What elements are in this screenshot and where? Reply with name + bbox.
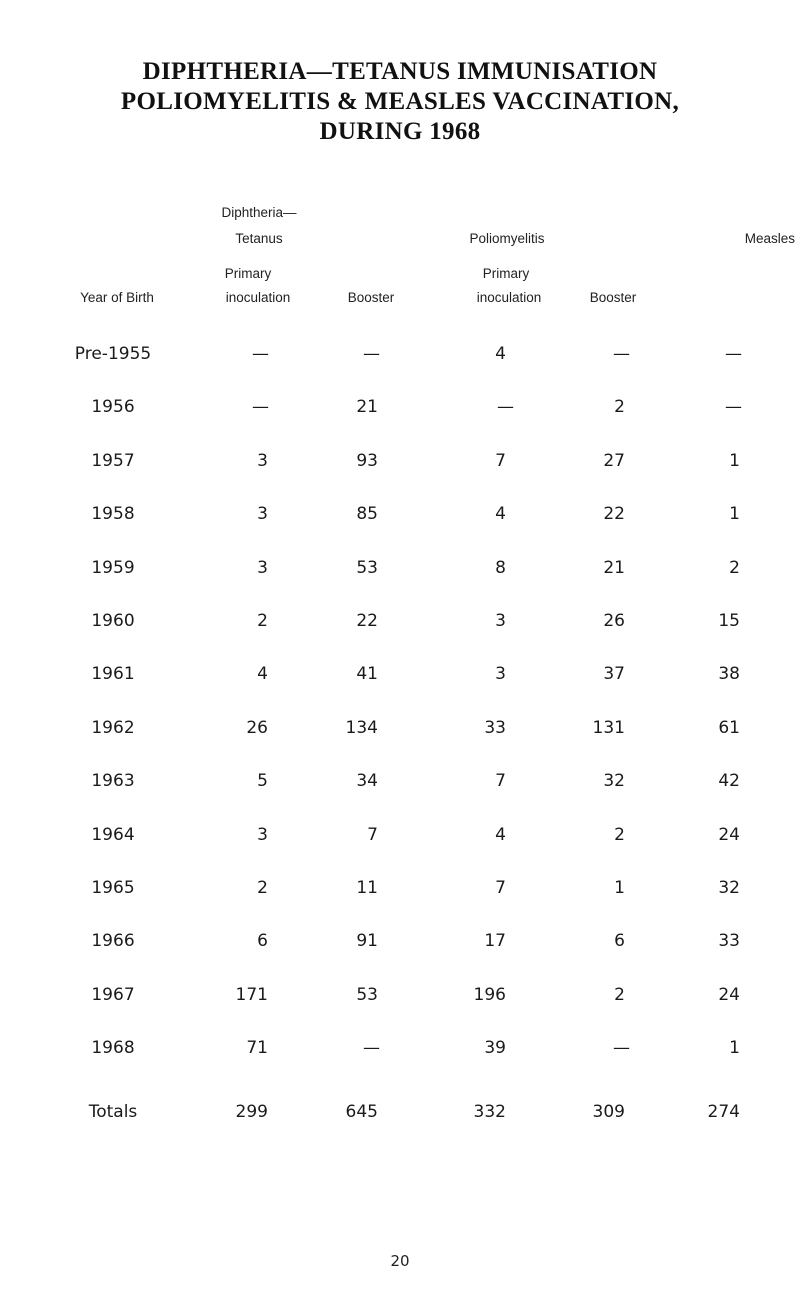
page-number: 20	[390, 1252, 410, 1270]
cell-polio-primary: 7	[495, 451, 506, 471]
cell-polio-booster: —	[613, 1038, 630, 1058]
cell-dt-booster: 91	[356, 931, 378, 951]
cell-polio-booster: 2	[614, 825, 625, 845]
cell-year: 1968	[91, 1038, 135, 1058]
cell-polio-primary: 3	[495, 664, 506, 684]
cell-polio-booster: 26	[603, 611, 625, 631]
cell-dt-primary: 3	[257, 451, 268, 471]
cell-dt-primary: 3	[257, 825, 268, 845]
cell-dt-primary: 71	[246, 1038, 268, 1058]
totals-row	[0, 1102, 800, 1132]
table-row	[0, 878, 800, 908]
title-line-1: DIPHTHERIA—TETANUS IMMUNISATION	[142, 58, 658, 85]
table-row	[0, 1038, 800, 1068]
cell-polio-booster: 2	[614, 397, 625, 417]
cell-year: 1960	[91, 611, 135, 631]
cell-polio-booster: 32	[603, 771, 625, 791]
cell-dt-primary: 299	[235, 1102, 268, 1122]
cell-year: Pre-1955	[74, 344, 152, 364]
cell-polio-booster: 22	[603, 504, 625, 524]
cell-polio-primary: 332	[473, 1102, 506, 1122]
cell-polio-primary: 4	[495, 825, 506, 845]
cell-year: 1961	[91, 664, 135, 684]
cell-measles: 1	[729, 1038, 740, 1058]
table-row	[0, 718, 800, 748]
cell-year: 1967	[91, 985, 135, 1005]
cell-measles: 2	[729, 558, 740, 578]
header-dt-primary-line2: inoculation	[225, 290, 291, 305]
cell-polio-primary: 39	[484, 1038, 506, 1058]
cell-polio-primary: 4	[495, 504, 506, 524]
cell-dt-primary: 6	[257, 931, 268, 951]
cell-dt-booster: 34	[356, 771, 378, 791]
cell-dt-booster: —	[363, 1038, 380, 1058]
cell-measles: 33	[718, 931, 740, 951]
header-poliomyelitis: Poliomyelitis	[469, 231, 545, 246]
table-row	[0, 504, 800, 534]
cell-dt-booster: 21	[356, 397, 378, 417]
cell-polio-primary: 33	[484, 718, 506, 738]
cell-dt-primary: 171	[235, 985, 268, 1005]
table-row	[0, 451, 800, 481]
cell-dt-primary: 4	[257, 664, 268, 684]
cell-measles: 61	[718, 718, 740, 738]
cell-polio-primary: 3	[495, 611, 506, 631]
cell-dt-primary: 3	[257, 504, 268, 524]
header-diphtheria-tetanus-line2: Tetanus	[235, 231, 283, 246]
cell-dt-primary: —	[252, 397, 269, 417]
cell-polio-primary: 8	[495, 558, 506, 578]
title-line-2: POLIOMYELITIS & MEASLES VACCINATION,	[120, 88, 680, 115]
cell-polio-booster: 37	[603, 664, 625, 684]
cell-polio-primary: —	[497, 397, 514, 417]
cell-dt-booster: 53	[356, 558, 378, 578]
cell-measles: 32	[718, 878, 740, 898]
cell-measles: 42	[718, 771, 740, 791]
cell-dt-primary: 2	[257, 611, 268, 631]
cell-year: 1965	[91, 878, 135, 898]
cell-year: 1957	[91, 451, 135, 471]
header-year-of-birth: Year of Birth	[80, 290, 154, 305]
cell-measles: —	[725, 344, 742, 364]
cell-year: 1964	[91, 825, 135, 845]
cell-measles: —	[725, 397, 742, 417]
cell-year: 1962	[91, 718, 135, 738]
cell-year: 1966	[91, 931, 135, 951]
title-line-3: DURING 1968	[319, 118, 481, 145]
cell-dt-booster: 85	[356, 504, 378, 524]
cell-polio-booster: 6	[614, 931, 625, 951]
cell-polio-booster: 131	[592, 718, 625, 738]
cell-measles: 274	[707, 1102, 740, 1122]
cell-polio-primary: 4	[495, 344, 506, 364]
cell-year: 1963	[91, 771, 135, 791]
cell-polio-booster: 309	[592, 1102, 625, 1122]
header-polio-booster: Booster	[589, 290, 637, 305]
cell-polio-booster: 2	[614, 985, 625, 1005]
table-row	[0, 825, 800, 855]
cell-dt-booster: 93	[356, 451, 378, 471]
table-row	[0, 985, 800, 1015]
cell-dt-primary: 2	[257, 878, 268, 898]
cell-dt-booster: 22	[356, 611, 378, 631]
cell-dt-booster: 645	[345, 1102, 378, 1122]
header-diphtheria-tetanus-line1: Diphtheria—	[221, 205, 297, 220]
cell-measles: 1	[729, 451, 740, 471]
table-row	[0, 611, 800, 641]
cell-dt-booster: 53	[356, 985, 378, 1005]
cell-polio-primary: 7	[495, 771, 506, 791]
header-polio-primary-line1: Primary	[482, 266, 530, 281]
cell-dt-primary: 26	[246, 718, 268, 738]
cell-polio-booster: 27	[603, 451, 625, 471]
cell-year: 1956	[91, 397, 135, 417]
table-row	[0, 397, 800, 427]
cell-year: 1958	[91, 504, 135, 524]
table-row	[0, 558, 800, 588]
cell-measles: 24	[718, 985, 740, 1005]
cell-dt-booster: 7	[367, 825, 378, 845]
cell-dt-primary: 5	[257, 771, 268, 791]
table-row	[0, 931, 800, 961]
header-dt-booster: Booster	[347, 290, 395, 305]
table-row	[0, 344, 800, 374]
cell-measles: 38	[718, 664, 740, 684]
header-measles: Measles	[744, 231, 795, 246]
header-dt-primary-line1: Primary	[224, 266, 272, 281]
cell-polio-booster: —	[613, 344, 630, 364]
header-polio-primary-line2: inoculation	[476, 290, 542, 305]
cell-dt-primary: —	[252, 344, 269, 364]
cell-dt-booster: —	[363, 344, 380, 364]
cell-polio-primary: 196	[473, 985, 506, 1005]
totals-label: Totals	[88, 1102, 138, 1122]
cell-polio-primary: 17	[484, 931, 506, 951]
cell-measles: 15	[718, 611, 740, 631]
cell-polio-primary: 7	[495, 878, 506, 898]
cell-dt-booster: 41	[356, 664, 378, 684]
cell-polio-booster: 21	[603, 558, 625, 578]
cell-measles: 1	[729, 504, 740, 524]
cell-polio-booster: 1	[614, 878, 625, 898]
table-row	[0, 771, 800, 801]
cell-dt-primary: 3	[257, 558, 268, 578]
cell-dt-booster: 134	[345, 718, 378, 738]
table-row	[0, 664, 800, 694]
cell-year: 1959	[91, 558, 135, 578]
cell-measles: 24	[718, 825, 740, 845]
cell-dt-booster: 11	[356, 878, 378, 898]
